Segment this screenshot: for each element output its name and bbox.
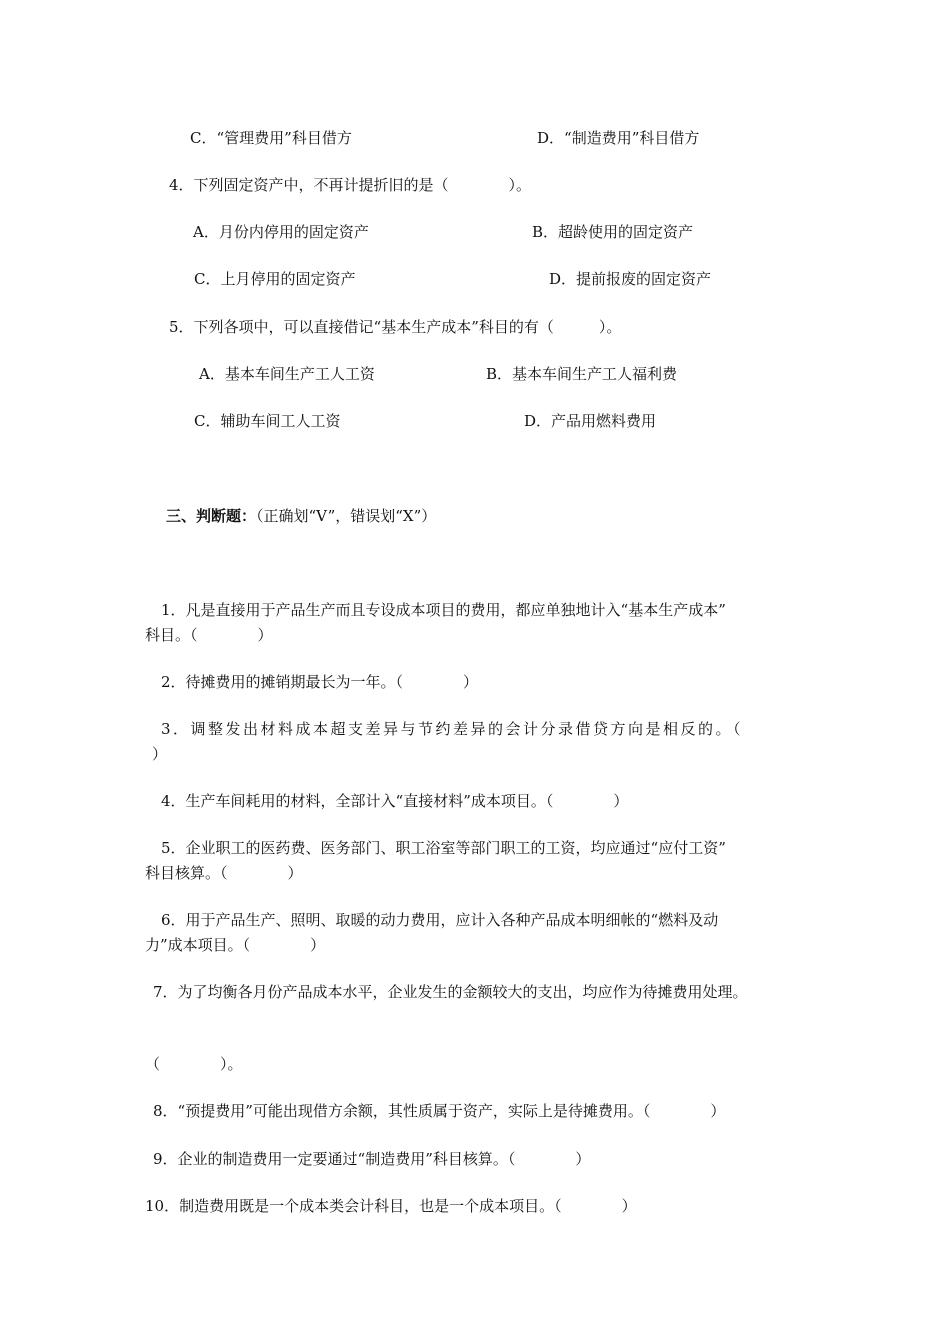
judgment-7-line-2: （ ）。	[145, 1055, 243, 1073]
judgment-5-line-1: 5．企业职工的医药费、医务部门、职工浴室等部门职工的工资，均应通过“应付工资”	[161, 839, 726, 857]
judgment-3-line-2: ）	[152, 745, 168, 763]
q4-option-a: A．月份内停用的固定资产	[193, 223, 369, 241]
q4-option-b: B．超龄使用的固定资产	[532, 223, 694, 241]
section-3-note: （正确划“V”，错误划“X”）	[256, 507, 437, 525]
judgment-8: 8．“预提费用”可能出现借方余额，其性质属于资产，实际上是待摊费用。（ ）	[153, 1102, 726, 1120]
judgment-9: 9．企业的制造费用一定要通过“制造费用”科目核算。（ ）	[153, 1150, 591, 1168]
q5-option-d: D．产品用燃料费用	[524, 412, 657, 430]
judgment-6-line-1: 6．用于产品生产、照明、取暖的动力费用，应计入各种产品成本明细帐的“燃料及动	[161, 911, 719, 929]
judgment-1-line-1: 1．凡是直接用于产品生产而且专设成本项目的费用，都应单独地计入“基本生产成本”	[161, 601, 726, 619]
q3-option-c: C．“管理费用”科目借方	[190, 129, 352, 147]
q5-option-b: B．基本车间生产工人福利费	[486, 365, 678, 383]
section-3-heading	[166, 506, 436, 526]
q4-stem: 4．下列固定资产中，不再计提折旧的是（ ）。	[169, 176, 532, 194]
section-3-title: 三、判断题：	[166, 507, 257, 525]
q3-option-d: D．“制造费用”科目借方	[537, 129, 700, 147]
judgment-7-line-1: 7．为了均衡各月份产品成本水平，企业发生的金额较大的支出，均应作为待摊费用处理。	[153, 983, 748, 1001]
judgment-2: 2．待摊费用的摊销期最长为一年。（ ）	[161, 673, 479, 691]
q4-option-c: C．上月停用的固定资产	[194, 270, 356, 288]
judgment-4: 4．生产车间耗用的材料，全部计入“直接材料”成本项目。（ ）	[161, 792, 629, 810]
q5-option-c: C．辅助车间工人工资	[194, 412, 341, 430]
q4-option-d: D．提前报废的固定资产	[549, 270, 712, 288]
judgment-1-line-2: 科目。（ ）	[145, 626, 273, 644]
judgment-5-line-2: 科目核算。（ ）	[145, 864, 303, 882]
judgment-10: 10．制造费用既是一个成本类会计科目，也是一个成本项目。（ ）	[145, 1197, 637, 1215]
judgment-3-line-1: 3．调整发出材料成本超支差异与节约差异的会计分录借贷方向是相反的。（	[161, 720, 744, 738]
q5-stem: 5．下列各项中，可以直接借记“基本生产成本”科目的有（ ）。	[169, 318, 622, 336]
q5-option-a: A．基本车间生产工人工资	[199, 365, 375, 383]
judgment-6-line-2: 力”成本项目。（ ）	[145, 936, 326, 954]
